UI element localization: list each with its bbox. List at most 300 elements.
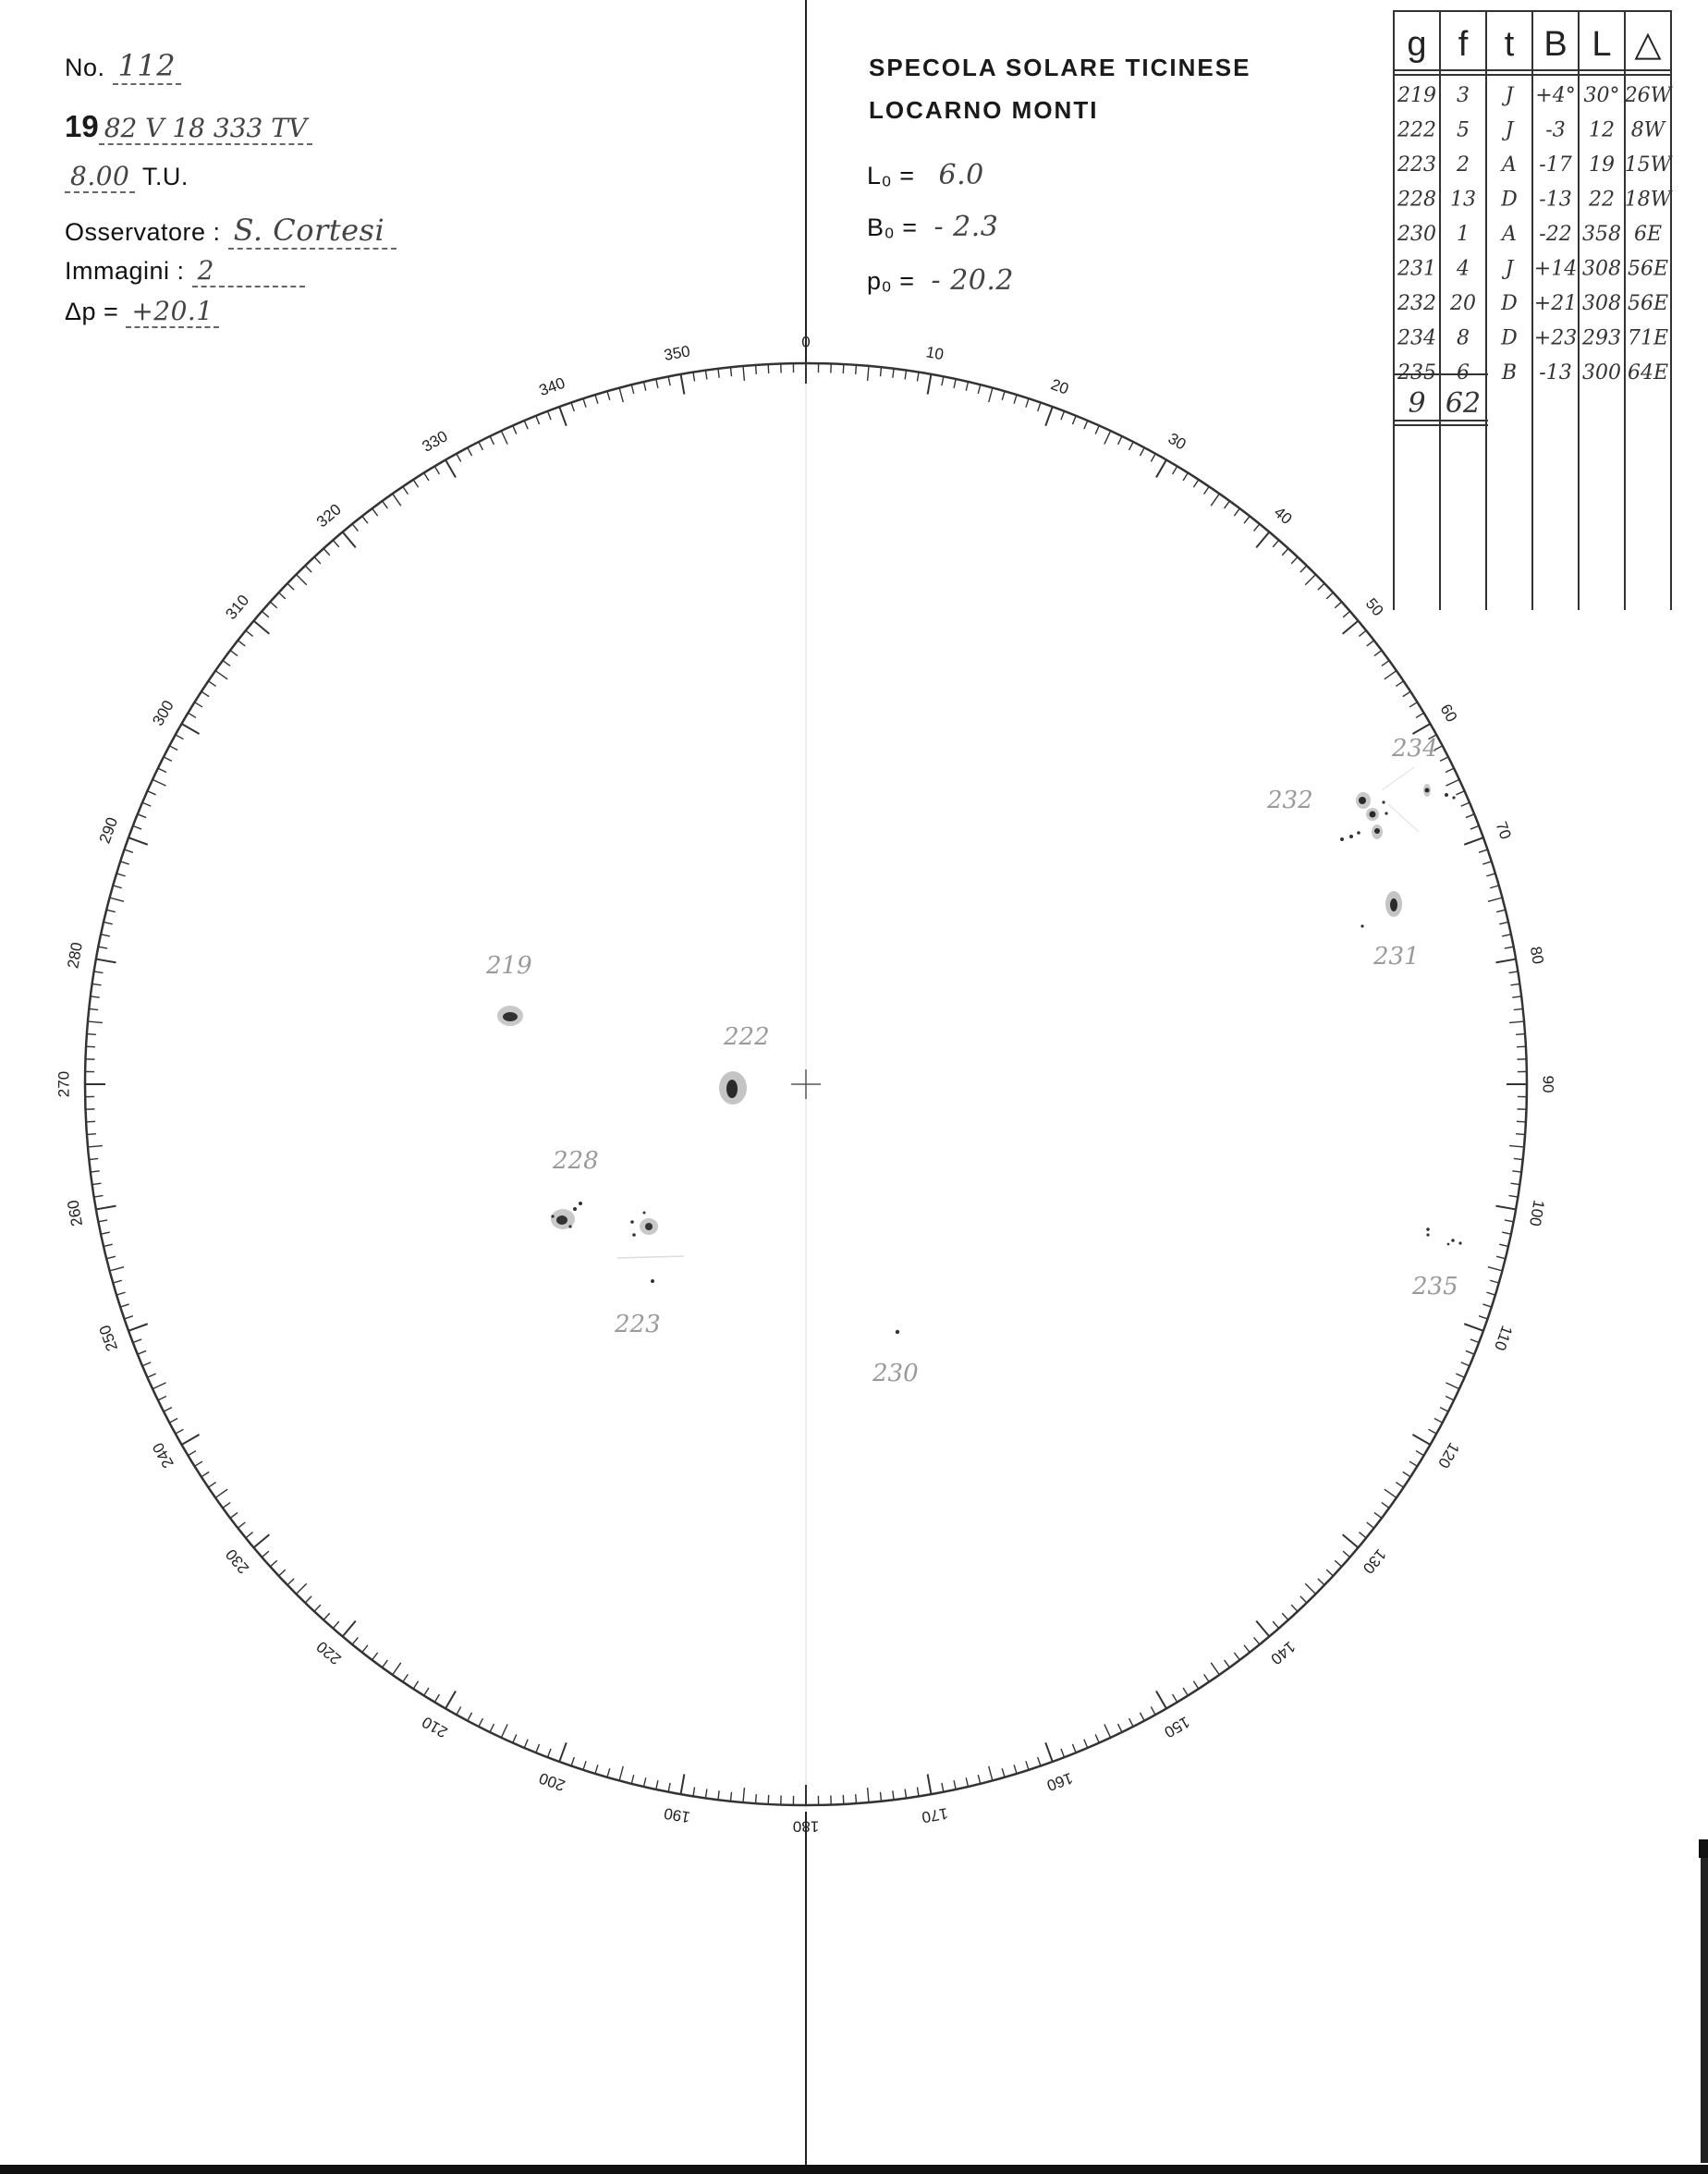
degree-tick	[1403, 691, 1410, 696]
table-cell: 56E	[1627, 257, 1669, 281]
degree-tick	[182, 724, 200, 734]
degree-tick	[133, 1339, 141, 1343]
table-cell: 5	[1457, 118, 1470, 142]
degree-tick	[1282, 1613, 1288, 1619]
degree-tick	[343, 1621, 356, 1637]
degree-tick	[1151, 1706, 1155, 1715]
images-label: Immagini :	[65, 257, 185, 285]
degree-tick	[1396, 1483, 1403, 1488]
degree-label: 140	[1267, 1637, 1299, 1668]
degree-tick	[104, 1244, 113, 1246]
degree-label: 350	[662, 342, 692, 365]
degree-tick	[705, 1789, 706, 1799]
degree-tick	[1072, 1744, 1076, 1753]
degree-tick	[524, 1740, 528, 1748]
degree-tick	[94, 1195, 104, 1197]
degree-tick	[158, 1397, 166, 1400]
degree-tick	[169, 1418, 177, 1423]
degree-tick	[238, 641, 245, 646]
degree-tick	[693, 1788, 695, 1797]
table-cell: 2	[1457, 153, 1470, 177]
time-unit: T.U.	[141, 163, 189, 190]
degree-tick	[1305, 574, 1315, 584]
degree-tick	[88, 1146, 103, 1147]
degree-tick	[120, 861, 129, 864]
degree-label: 320	[312, 500, 345, 531]
degree-tick	[253, 1534, 269, 1547]
degree-tick	[383, 501, 388, 508]
degree-tick	[989, 1766, 993, 1780]
degree-tick	[1516, 1134, 1525, 1135]
degree-tick	[743, 366, 744, 381]
degree-tick	[352, 524, 358, 531]
degree-tick	[1499, 922, 1508, 924]
table-header-g: g	[1407, 25, 1427, 64]
degree-tick	[1440, 757, 1448, 762]
degree-tick	[705, 371, 706, 380]
degree-tick	[1273, 1621, 1279, 1629]
table-cell: 26W	[1624, 84, 1672, 107]
table-total-groups: 9	[1408, 387, 1426, 420]
degree-label: 40	[1270, 503, 1296, 529]
degree-tick	[1038, 1757, 1041, 1765]
degree-tick	[403, 486, 409, 494]
degree-tick	[314, 557, 321, 564]
table-cell: D	[1501, 292, 1518, 315]
table-cell: -13	[1539, 361, 1572, 385]
degree-tick	[372, 508, 378, 516]
degree-tick	[164, 1408, 172, 1412]
degree-tick	[1461, 1362, 1470, 1366]
degree-tick	[1486, 1292, 1495, 1295]
degree-tick	[1412, 1435, 1430, 1445]
table-cell: -17	[1539, 153, 1572, 177]
degree-tick	[1300, 1596, 1307, 1603]
degree-tick	[868, 366, 869, 381]
degree-label: 60	[1436, 701, 1461, 726]
group-label-222: 222	[724, 1023, 770, 1051]
degree-tick	[843, 364, 844, 373]
table-cell: -3	[1545, 118, 1566, 142]
degree-tick	[1014, 1765, 1017, 1774]
degree-tick	[1225, 1660, 1230, 1667]
degree-tick	[928, 1774, 932, 1794]
degree-tick	[208, 681, 215, 687]
degree-tick	[147, 791, 155, 795]
degree-tick	[393, 1663, 401, 1675]
degree-tick	[457, 454, 461, 462]
degree-tick	[403, 1674, 409, 1681]
degree-tick	[1464, 837, 1483, 845]
degree-label: 340	[536, 373, 567, 400]
delta-p-value: +20.1	[126, 296, 218, 328]
degree-tick	[1305, 1583, 1315, 1594]
degree-label: 250	[95, 1323, 122, 1354]
table-cell: J	[1505, 257, 1514, 281]
degree-label: 10	[924, 343, 946, 364]
degree-tick	[101, 1232, 110, 1234]
group-label-235: 235	[1412, 1273, 1458, 1301]
degree-tick	[116, 1292, 126, 1295]
degree-tick	[1118, 436, 1122, 445]
degree-label: 270	[55, 1070, 73, 1098]
sunspot-group-223	[617, 1212, 684, 1284]
degree-tick	[128, 1324, 148, 1331]
degree-tick	[1509, 971, 1519, 973]
degree-tick	[513, 1734, 517, 1742]
table-cell: J	[1505, 84, 1514, 107]
table-cell: +4°	[1535, 84, 1576, 107]
degree-tick	[583, 398, 586, 408]
degree-tick	[270, 602, 276, 608]
degree-tick	[1385, 1489, 1397, 1497]
sunspot-group-232	[1340, 767, 1419, 841]
table-cell: 293	[1582, 326, 1621, 350]
group-label-234: 234	[1392, 735, 1438, 763]
degree-tick	[1002, 1768, 1005, 1777]
degree-tick	[607, 1768, 610, 1777]
degree-tick	[681, 1774, 685, 1794]
degree-tick	[1343, 611, 1350, 617]
degree-tick	[195, 702, 202, 707]
degree-tick	[490, 1724, 494, 1732]
degree-tick	[559, 1742, 567, 1762]
degree-tick	[756, 365, 757, 374]
degree-tick	[880, 1792, 881, 1801]
degree-tick	[524, 421, 528, 429]
degree-tick	[383, 1660, 388, 1667]
degree-tick	[1495, 959, 1516, 963]
degree-tick	[223, 661, 230, 666]
degree-tick	[1456, 791, 1464, 795]
degree-tick	[1335, 1560, 1341, 1567]
degree-tick	[756, 1794, 757, 1803]
degree-label: 90	[1539, 1075, 1557, 1093]
degree-tick	[110, 898, 124, 901]
degree-tick	[1335, 602, 1341, 608]
degree-label: 180	[792, 1817, 820, 1836]
degree-tick	[89, 1158, 98, 1159]
degree-tick	[768, 364, 769, 373]
degree-tick	[424, 473, 429, 481]
degree-tick	[1488, 1267, 1502, 1271]
degree-tick	[1446, 779, 1459, 786]
degree-tick	[905, 1789, 906, 1799]
table-cell: 223	[1397, 153, 1436, 177]
degree-tick	[1446, 1397, 1454, 1400]
degree-tick	[743, 1788, 744, 1802]
degree-tick	[1343, 621, 1359, 634]
degree-tick	[445, 460, 456, 478]
degree-tick	[1193, 480, 1198, 487]
table-cell: 13	[1450, 188, 1476, 212]
param-l0-label: L₀ =	[867, 162, 915, 189]
degree-tick	[1026, 1761, 1029, 1770]
degree-tick	[1502, 1232, 1511, 1234]
degree-tick	[905, 371, 906, 380]
degree-tick	[238, 1522, 245, 1528]
table-cell: D	[1501, 188, 1518, 212]
degree-tick	[768, 1795, 769, 1804]
degree-tick	[1396, 681, 1403, 687]
degree-label: 310	[222, 591, 253, 623]
degree-tick	[644, 382, 646, 391]
degree-tick	[362, 516, 368, 523]
degree-tick	[246, 1533, 253, 1538]
degree-tick	[91, 1171, 100, 1172]
table-cell: 64E	[1627, 361, 1669, 385]
degree-tick	[1409, 702, 1417, 707]
degree-tick	[201, 1472, 209, 1476]
degree-tick	[314, 1605, 321, 1611]
degree-tick	[305, 1596, 311, 1603]
degree-label: 220	[312, 1637, 345, 1668]
degree-tick	[595, 1765, 598, 1774]
degree-tick	[1291, 557, 1298, 564]
table-cell: 30°	[1583, 84, 1620, 107]
degree-tick	[152, 779, 166, 786]
degree-tick	[94, 971, 104, 973]
degree-tick	[98, 1220, 107, 1222]
degree-tick	[296, 1583, 306, 1594]
degree-tick	[843, 1795, 844, 1804]
degree-tick	[1244, 1645, 1250, 1653]
table-totals-row	[1408, 387, 1481, 420]
degree-label: 280	[64, 940, 87, 971]
degree-tick	[559, 407, 567, 426]
degree-tick	[230, 1512, 238, 1518]
degree-tick	[631, 1775, 633, 1784]
degree-tick	[1256, 531, 1269, 547]
table-cell: +23	[1533, 326, 1578, 350]
table-header-f: f	[1458, 25, 1469, 64]
degree-tick	[1129, 442, 1134, 450]
report-number-label: No.	[65, 54, 105, 81]
table-cell: 8	[1457, 326, 1470, 350]
table-cell: 219	[1397, 84, 1436, 107]
degree-label: 230	[222, 1545, 253, 1578]
degree-tick	[1193, 1681, 1198, 1689]
degree-tick	[1517, 1046, 1526, 1047]
degree-tick	[106, 910, 116, 911]
degree-tick	[1343, 1551, 1350, 1557]
degree-tick	[718, 369, 719, 378]
degree-tick	[1151, 454, 1155, 462]
group-label-223: 223	[615, 1311, 661, 1338]
degree-tick	[1511, 1183, 1520, 1184]
degree-tick	[87, 1034, 96, 1035]
table-cell: 3	[1457, 84, 1470, 107]
table-cell: J	[1505, 118, 1514, 142]
degree-tick	[656, 379, 658, 388]
table-cell: 232	[1397, 292, 1436, 315]
degree-tick	[501, 1724, 507, 1738]
degree-tick	[1382, 1503, 1389, 1508]
degree-label: 330	[419, 427, 451, 456]
table-cell: 22	[1589, 188, 1615, 212]
degree-tick	[142, 1362, 151, 1366]
degree-tick	[124, 849, 132, 852]
degree-tick	[1204, 486, 1210, 494]
degree-label: 290	[95, 814, 122, 846]
institution-name: SPECOLA SOLARE TICINESE	[869, 54, 1251, 81]
degree-tick	[571, 402, 574, 410]
sunspot-group-231	[1360, 891, 1402, 928]
degree-tick	[1156, 1691, 1166, 1708]
degree-tick	[693, 373, 695, 382]
degree-tick	[88, 1021, 103, 1022]
degree-label: 170	[920, 1803, 950, 1826]
degree-tick	[279, 1569, 286, 1576]
degree-tick	[978, 1775, 980, 1784]
degree-tick	[262, 611, 269, 617]
degree-tick	[138, 1350, 146, 1354]
degree-tick	[1496, 1256, 1506, 1258]
degree-tick	[1416, 713, 1424, 717]
degree-tick	[393, 494, 401, 506]
degree-tick	[1014, 395, 1017, 404]
degree-tick	[1470, 825, 1479, 829]
sunspot-group-222	[719, 1071, 747, 1105]
degree-tick	[942, 376, 944, 385]
degree-tick	[287, 583, 294, 590]
degree-tick	[954, 1780, 956, 1789]
degree-tick	[98, 947, 107, 948]
degree-label: 260	[64, 1198, 87, 1228]
degree-tick	[176, 1429, 184, 1434]
degree-tick	[1084, 1740, 1088, 1748]
degree-tick	[1291, 1605, 1298, 1611]
degree-tick	[668, 376, 670, 385]
degree-tick	[1514, 1008, 1523, 1009]
table-cell: B	[1501, 361, 1518, 385]
degree-tick	[287, 1579, 294, 1585]
degree-tick	[644, 1777, 646, 1787]
degree-tick	[333, 540, 339, 547]
degree-tick	[1095, 1734, 1099, 1742]
degree-tick	[1359, 630, 1366, 636]
degree-tick	[87, 1134, 96, 1135]
degree-tick	[856, 365, 857, 374]
degree-tick	[490, 436, 494, 445]
degree-tick	[208, 1483, 215, 1488]
table-cell: -22	[1539, 223, 1572, 246]
degree-tick	[86, 1121, 95, 1122]
degree-tick	[1486, 873, 1495, 876]
table-cell: -13	[1539, 188, 1572, 212]
degree-tick	[457, 1706, 461, 1715]
degree-tick	[978, 385, 980, 394]
group-label-230: 230	[872, 1360, 919, 1387]
degree-tick	[434, 466, 439, 474]
degree-tick	[1466, 1350, 1474, 1354]
degree-tick	[201, 691, 209, 696]
degree-tick	[176, 735, 184, 739]
degree-tick	[1514, 1158, 1523, 1159]
degree-tick	[128, 837, 148, 845]
degree-tick	[1461, 802, 1470, 806]
degree-tick	[1512, 1171, 1521, 1172]
degree-tick	[1479, 849, 1487, 852]
degree-tick	[1409, 1461, 1417, 1466]
report-number-value: 112	[113, 48, 182, 85]
degree-tick	[1095, 425, 1099, 434]
table-body	[1397, 84, 1674, 385]
degree-tick	[270, 1560, 276, 1567]
table-cell: 12	[1589, 118, 1615, 142]
sunspot-group-219	[497, 1006, 523, 1026]
degree-tick	[230, 651, 238, 656]
table-cell: 358	[1582, 223, 1621, 246]
group-labels	[485, 735, 1458, 1387]
degree-tick	[583, 1761, 586, 1770]
degree-tick	[1496, 910, 1506, 911]
group-label-232: 232	[1267, 787, 1313, 814]
table-cell: 4	[1457, 257, 1470, 281]
degree-tick	[547, 1749, 551, 1757]
degree-tick	[1456, 1374, 1464, 1377]
degree-tick	[1505, 1220, 1514, 1222]
degree-tick	[668, 1783, 670, 1792]
degree-tick	[1129, 1718, 1134, 1727]
table-total-spots: 62	[1445, 387, 1482, 420]
degree-tick	[1084, 421, 1088, 429]
table-cell: 308	[1582, 292, 1621, 315]
degree-tick	[1466, 814, 1474, 818]
degree-tick	[92, 1183, 102, 1184]
degree-tick	[1479, 1316, 1487, 1319]
degree-tick	[1156, 460, 1166, 478]
degree-tick	[113, 885, 122, 888]
scan-edge-mark-lower	[1701, 1858, 1708, 2163]
degree-tick	[1204, 1674, 1210, 1681]
degree-tick	[1061, 411, 1065, 420]
degree-tick	[1412, 724, 1430, 734]
table-cell: 15W	[1624, 153, 1672, 177]
degree-tick	[718, 1790, 719, 1800]
degree-tick	[86, 1046, 95, 1047]
images-value: 2	[192, 255, 305, 287]
table-cell: 235	[1397, 361, 1436, 385]
degree-tick	[479, 1718, 483, 1727]
degree-tick	[942, 1783, 944, 1792]
degree-label: 50	[1361, 594, 1387, 620]
degree-label: 20	[1048, 375, 1071, 398]
degree-tick	[536, 416, 540, 424]
degree-tick	[1173, 1694, 1177, 1703]
param-l0-value: 6.0	[938, 159, 984, 191]
degree-tick	[343, 531, 356, 547]
degree-tick	[142, 802, 151, 806]
degree-tick	[880, 367, 881, 376]
degree-tick	[1282, 548, 1288, 555]
degree-tick	[1490, 1280, 1499, 1283]
degree-tick	[1045, 1742, 1053, 1762]
table-header-row	[1407, 25, 1662, 64]
degree-tick	[619, 388, 623, 402]
degree-tick	[1382, 661, 1389, 666]
degree-tick	[917, 1788, 919, 1797]
degree-tick	[1318, 583, 1324, 590]
degree-label: 120	[1434, 1439, 1463, 1472]
degree-tick	[607, 391, 610, 400]
degree-tick	[1385, 671, 1397, 679]
degree-tick	[468, 1713, 472, 1721]
degree-tick	[1434, 1418, 1443, 1423]
degree-tick	[1509, 1021, 1524, 1022]
degree-tick	[547, 411, 551, 420]
table-cell: 308	[1582, 257, 1621, 281]
